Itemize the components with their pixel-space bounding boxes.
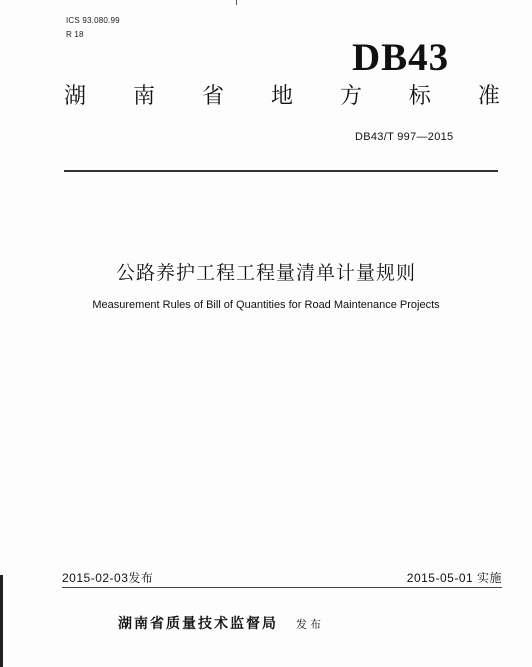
issue-date: 2015-02-03发布 (62, 571, 154, 585)
implement-date: 2015-05-01 实施 (406, 571, 502, 585)
publisher-action: 发布 (296, 618, 324, 631)
title-english: Measurement Rules of Bill of Quantities for Road Maintenance Projects (92, 299, 440, 311)
level-char: 湖 (64, 84, 87, 109)
title-chinese: 公路养护工程工程量清单计量规则 (115, 262, 416, 284)
standard-code: DB43 (352, 36, 450, 79)
top-divider (64, 170, 498, 172)
ics-code: ICS 93.080.99 (66, 16, 120, 25)
publisher (118, 613, 324, 633)
bottom-divider (62, 587, 502, 588)
ccs-code: R 18 (66, 30, 84, 39)
level-char: 地 (270, 84, 293, 109)
scan-mark (236, 0, 237, 5)
scan-edge (0, 575, 3, 667)
level-char: 省 (201, 84, 224, 109)
standard-level (64, 86, 500, 108)
level-char: 方 (339, 84, 362, 109)
publisher-org: 湖南省质量技术监督局 (118, 616, 278, 632)
level-char: 标 (408, 84, 431, 109)
standard-number: DB43/T 997—2015 (355, 131, 454, 143)
level-char: 准 (477, 84, 500, 109)
level-char: 南 (132, 84, 155, 109)
